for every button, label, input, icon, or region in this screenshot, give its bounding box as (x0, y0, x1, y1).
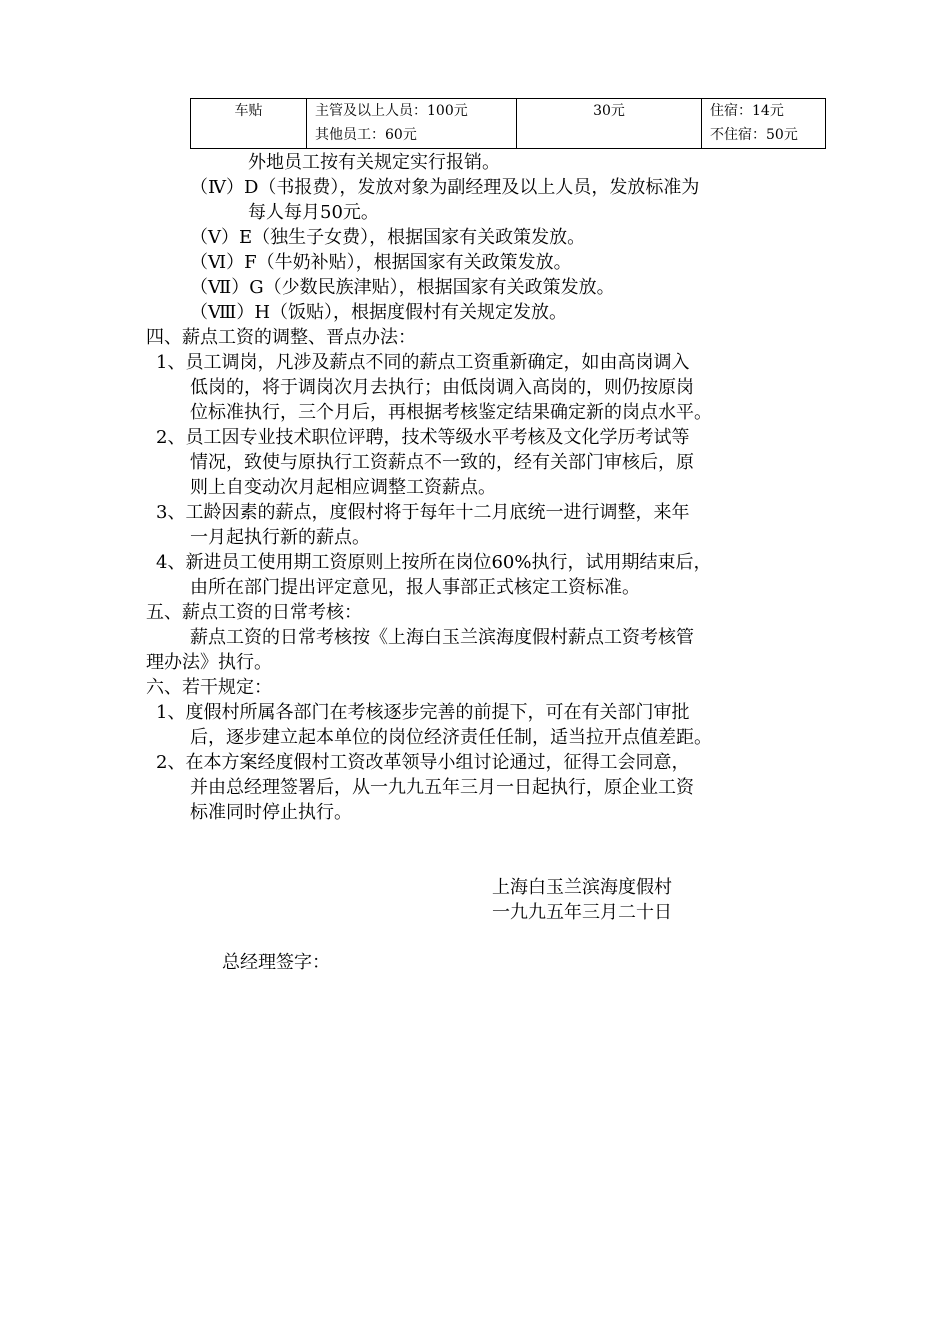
body-line: 低岗的，将于调岗次月去执行；由低岗调入高岗的，则仍按原岗 (190, 377, 694, 398)
signature-org: 上海白玉兰滨海度假村 (492, 877, 672, 898)
body-line: （Ⅶ）G（少数民族津贴），根据国家有关政策发放。 (190, 277, 615, 298)
body-line: 则上自变动次月起相应调整工资薪点。 (190, 477, 496, 498)
body-line: 每人每月50元。 (248, 202, 379, 223)
body-line: 情况，致使与原执行工资薪点不一致的，经有关部门审核后，原 (190, 452, 694, 473)
body-line: 3、工龄因素的薪点，度假村将于每年十二月底统一进行调整，来年 (156, 502, 690, 523)
body-line: （Ⅵ）F（牛奶补贴），根据国家有关政策发放。 (190, 252, 572, 273)
body-line: 1、度假村所属各部门在考核逐步完善的前提下，可在有关部门审批 (156, 702, 690, 723)
body-line: 后，逐步建立起本单位的岗位经济责任任制，适当拉开点值差距。 (190, 727, 712, 748)
body-line: （Ⅷ）H（饭贴），根据度假村有关规定发放。 (190, 302, 568, 323)
body-line: 位标准执行，三个月后，再根据考核鉴定结果确定新的岗点水平。 (190, 402, 712, 423)
body-line: （Ⅳ）D（书报费），发放对象为副经理及以上人员，发放标准为 (190, 177, 700, 198)
gm-signature-label: 总经理签字： (222, 952, 330, 973)
cell-text: 不住宿：50元 (710, 127, 798, 143)
body-line: 一月起执行新的薪点。 (190, 527, 370, 548)
body-line: 1、员工调岗，凡涉及薪点不同的薪点工资重新确定，如由高岗调入 (156, 352, 690, 373)
cell-text: 其他员工：60元 (315, 127, 417, 143)
cell-text: 主管及以上人员：100元 (315, 103, 468, 119)
body-line: 2、在本方案经度假村工资改革领导小组讨论通过，征得工会同意， (156, 752, 690, 773)
allowance-table-row (190, 98, 826, 149)
table-cell-standard-b (517, 99, 702, 148)
table-cell-standard-a (307, 99, 517, 148)
body-line: 理办法》执行。 (146, 652, 272, 673)
body-line: 并由总经理签署后，从一九九五年三月一日起执行，原企业工资 (190, 777, 694, 798)
cell-text: 30元 (593, 103, 625, 119)
body-line: 由所在部门提出评定意见，报人事部正式核定工资标准。 (190, 577, 640, 598)
body-line: 薪点工资的日常考核按《上海白玉兰滨海度假村薪点工资考核管 (190, 627, 694, 648)
section-heading: 五、薪点工资的日常考核： (146, 602, 362, 623)
body-line: 外地员工按有关规定实行报销。 (248, 152, 500, 173)
body-line: 4、新进员工使用期工资原则上按所在岗位60%执行，试用期结束后， (156, 552, 712, 573)
body-line: 标准同时停止执行。 (190, 802, 352, 823)
table-cell-item (191, 99, 307, 148)
section-heading: 四、薪点工资的调整、晋点办法： (146, 327, 416, 348)
cell-text: 车贴 (234, 103, 263, 119)
signature-date: 一九九五年三月二十日 (492, 902, 672, 923)
table-cell-standard-c (702, 99, 825, 148)
body-line: （Ⅴ）E（独生子女费），根据国家有关政策发放。 (190, 227, 586, 248)
cell-text: 住宿：14元 (710, 103, 784, 119)
section-heading: 六、若干规定： (146, 677, 272, 698)
body-line: 2、员工因专业技术职位评聘，技术等级水平考核及文化学历考试等 (156, 427, 690, 448)
